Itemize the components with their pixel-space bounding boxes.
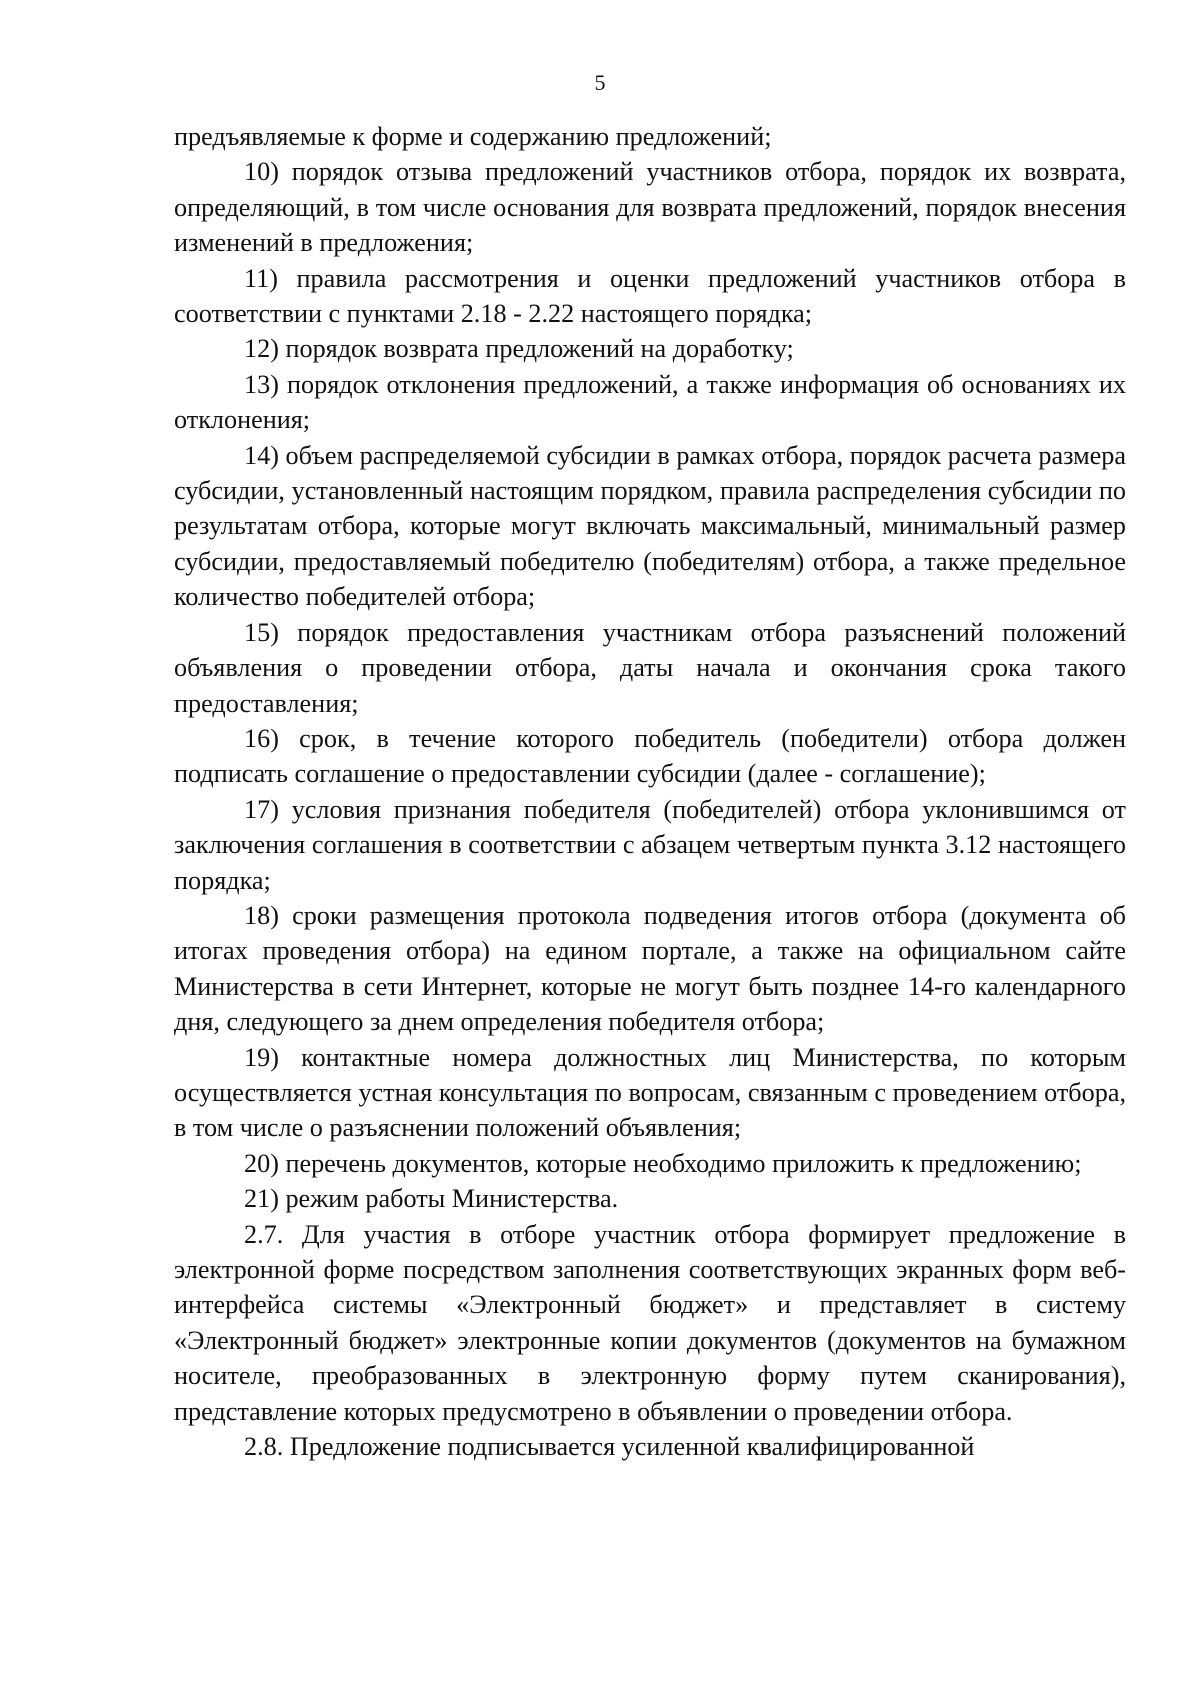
paragraph-item-14: 14) объем распределяемой субсидии в рамках отбора, порядок расчета размера субсидии, установленный настоящим порядком, правила распределения субсидии по результатам отбора, которые могут включать максимальный, минимальный размер субсидии, предоставляемый победителю (победителям) отбора, а также предельное количество победителей отбора; [174, 440, 1126, 612]
paragraph-item-21: 21) режим работы Министерства. [244, 1184, 619, 1214]
paragraph-item-18: 18) сроки размещения протокола подведения итогов отбора (документа об итогах проведения отбора) на едином портале, а также на официальном сайте Министерства в сети Интернет, которые не могут быть позднее 14-го календарного дня, следующего за днем определения победителя отбора; [174, 900, 1126, 1037]
paragraph-item-10: 10) порядок отзыва предложений участников отбора, порядок их возврата, определяющий, в том числе основания для возврата предложений, порядок внесения изменений в предложения; [174, 157, 1126, 258]
paragraph-section-2-8: 2.8. Предложение подписывается усиленной квалифицированной [244, 1432, 975, 1462]
paragraph-item-19: 19) контактные номера должностных лиц Министерства, по которым осуществляется устная консультация по вопросам, связанным с проведением отбора, в том числе о разъяснении положений объявления; [174, 1042, 1126, 1143]
paragraph-item-12: 12) порядок возврата предложений на доработку; [244, 334, 794, 364]
paragraph-item-17: 17) условия признания победителя (победителей) отбора уклонившимся от заключения соглашения в соответствии с абзацем четвертым пункта 3.12 настоящего порядка; [174, 794, 1126, 895]
document-body [174, 119, 1126, 1464]
paragraph-item-15: 15) порядок предоставления участникам отбора разъяснений положений объявления о проведении отбора, даты начала и окончания срока такого предоставления; [174, 617, 1126, 718]
paragraph-item-13: 13) порядок отклонения предложений, а также информация об основаниях их отклонения; [174, 369, 1126, 435]
paragraph-item-20: 20) перечень документов, которые необходимо приложить к предложению; [244, 1148, 1082, 1178]
paragraph-continuation: предъявляемые к форме и содержанию предложений; [174, 122, 772, 151]
paragraph-section-2-7: 2.7. Для участия в отборе участник отбора формирует предложение в электронной форме посредством заполнения соответствующих экранных форм веб-интерфейса системы «Электронный бюджет» и представляет в систему «Электронный бюджет» электронные копии документов (документов на бумажном носителе, преобразованных в электронную форму путем сканирования), представление которых предусмотрено в объявлении о проведении отбора. [174, 1219, 1126, 1426]
page-number: 5 [594, 70, 606, 95]
paragraph-item-16: 16) срок, в течение которого победитель (победители) отбора должен подписать соглашение о предоставлении субсидии (далее - соглашение); [174, 723, 1126, 789]
paragraph-item-11: 11) правила рассмотрения и оценки предложений участников отбора в соответствии с пунктами 2.18 - 2.22 настоящего порядка; [174, 263, 1126, 329]
